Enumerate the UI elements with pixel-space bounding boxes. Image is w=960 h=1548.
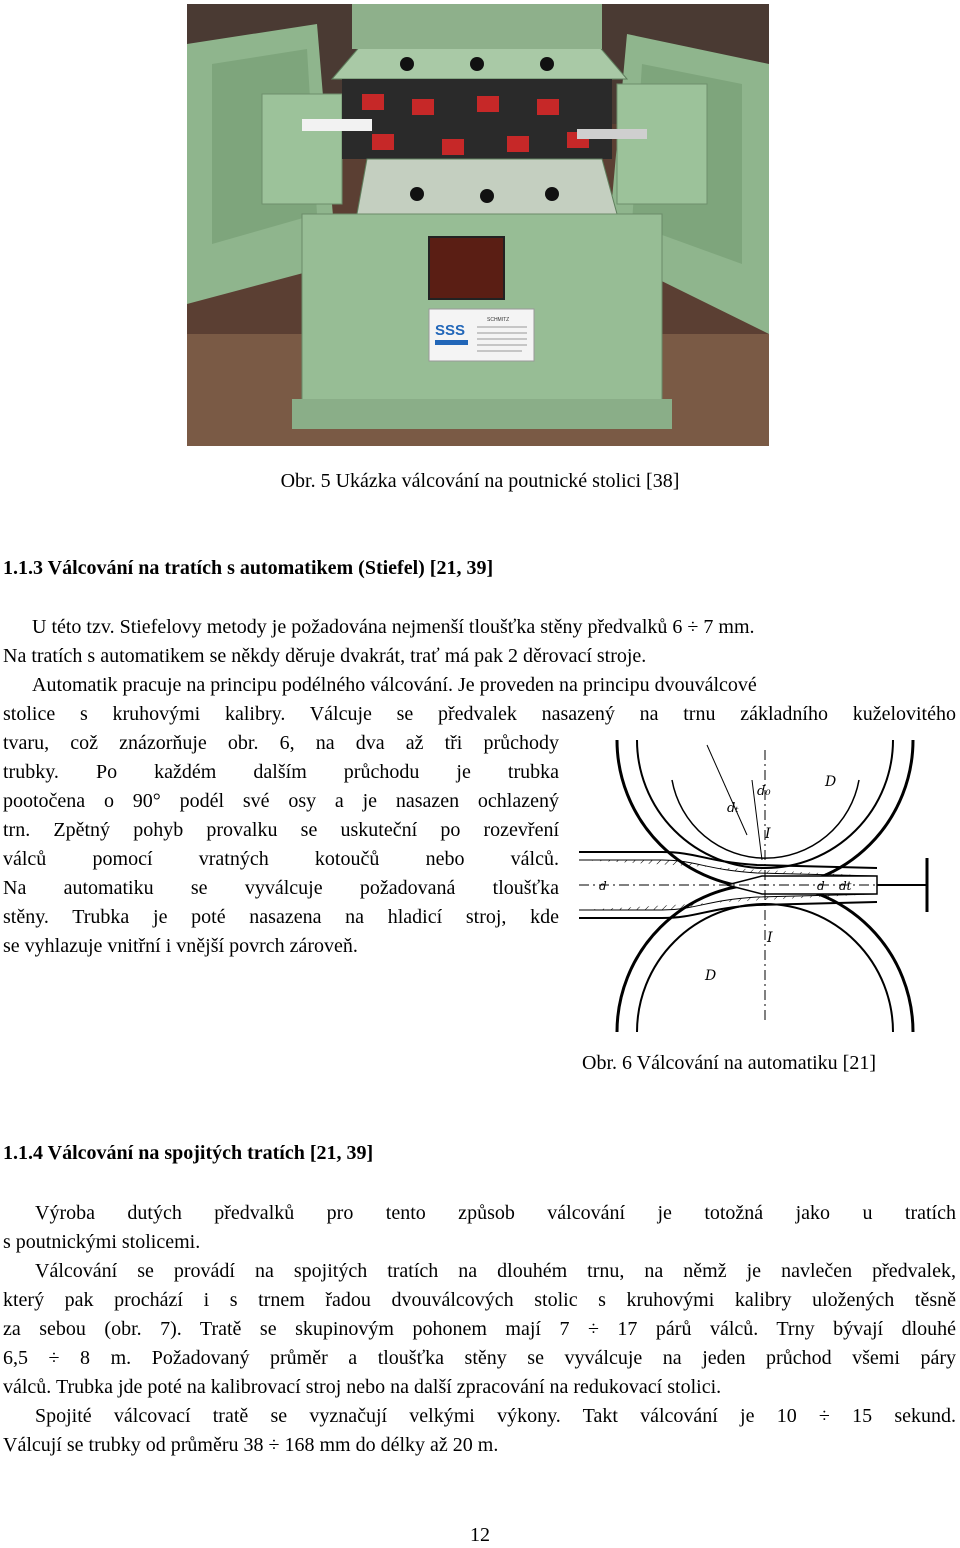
page-number: 12: [470, 1524, 490, 1546]
label-dt: dₜ: [727, 801, 739, 816]
text-line: stěny. Trubka je poté nasazena na hladicí stroj, kde: [3, 906, 559, 928]
text-line: Automatik pracuje na principu podélného válcování. Je proveden na principu dvouválcové: [32, 674, 757, 696]
text-line: Výroba dutých předvalků pro tento způsob válcování je totožná jako u tratích: [35, 1202, 956, 1224]
text-line: trn. Zpětný pohyb provalku se uskuteční po rozevření: [3, 819, 559, 841]
text-line: Válcování se provádí na spojitých tratích na dlouhém trnu, na němž je navlečen předvalek,: [35, 1260, 956, 1282]
text-line: Válcují se trubky od průměru 38 ÷ 168 mm do délky až 20 m.: [3, 1434, 499, 1456]
rolling-mill-illustration: [187, 4, 769, 446]
plate-small-text: SCHMITZ: [487, 317, 510, 323]
text-line: Na automatiku se vyválcuje požadovaná tloušťka: [3, 877, 559, 899]
section-1-1-3-body-narrow: [3, 729, 559, 961]
label-i-top: I: [765, 826, 771, 842]
figure-6-caption: Obr. 6 Válcování na automatiku [21]: [582, 1052, 877, 1074]
text-line: válců. Trubka jde poté na kalibrovací stroj nebo na další zpracování na redukovací stolici.: [3, 1376, 722, 1398]
text-line: za sebou (obr. 7). Tratě se skupinovým pohonem mají 7 ÷ 17 párů válců. Trny bývají dlouhé: [3, 1318, 956, 1340]
text-line: stolice s kruhovými kalibry. Válcuje se předvalek nasazený na trnu základního kuželovitého: [3, 703, 956, 725]
label-d0: d₀: [757, 784, 771, 799]
text-line: válců pomocí vratných kotoučů nebo válců.: [3, 848, 559, 870]
label-i-bottom: I: [767, 930, 773, 946]
rolling-mill-photo: [187, 4, 769, 446]
text-line: Spojité válcovací tratě se vyznačují velkými výkony. Takt válcování je 10 ÷ 15 sekund.: [35, 1405, 956, 1427]
text-line: trubky. Po každém dalším průchodu je trubka: [3, 761, 559, 783]
text-line: Na tratích s automatikem se někdy děruje dvakrát, trať má pak 2 děrovací stroje.: [3, 645, 647, 667]
text-line: který pak prochází i s trnem řadou dvouválcových stolic s kruhovými kalibry uložených těsně: [3, 1289, 956, 1311]
text-line: tvaru, což znázorňuje obr. 6, na dva až tři průchody: [3, 732, 559, 754]
figure-5-caption: Obr. 5 Ukázka válcování na poutnické stolici [38]: [280, 470, 680, 492]
text-line: s poutnickými stolicemi.: [3, 1231, 201, 1253]
section-heading-1-1-4: 1.1.4 Válcování na spojitých tratích [21, 39]: [3, 1142, 374, 1164]
plate-brand-text: SSS: [435, 322, 466, 339]
text-line: se vyhlazuje vnitřní i vnější povrch zároveň.: [3, 935, 358, 957]
section-1-1-4-body: [3, 1199, 956, 1460]
text-line: 6,5 ÷ 8 m. Požadovaný průměr a tloušťka stěny se vyválcuje na jeden průchod všemi páry: [3, 1347, 956, 1369]
label-d-top: D: [825, 774, 837, 790]
text-line: U této tzv. Stiefelovy metody je požadována nejmenší tloušťka stěny předvalků 6 ÷ 7 mm.: [32, 616, 755, 638]
label-d-right: dt: [839, 879, 852, 893]
label-d-left: d: [599, 879, 607, 893]
label-d-bottom: D: [705, 968, 717, 984]
section-heading-1-1-3: 1.1.3 Válcování na tratích s automatikem (Stiefel) [21, 39]: [3, 557, 494, 579]
section-1-1-3-body-full: [3, 613, 956, 729]
label-d-mid: d: [817, 879, 825, 893]
rolling-diagram-svg: [577, 740, 945, 1032]
text-line: pootočena o 90° podél své osy a je nasazen ochlazený: [3, 790, 559, 812]
automatic-rolling-diagram: [577, 740, 945, 1032]
